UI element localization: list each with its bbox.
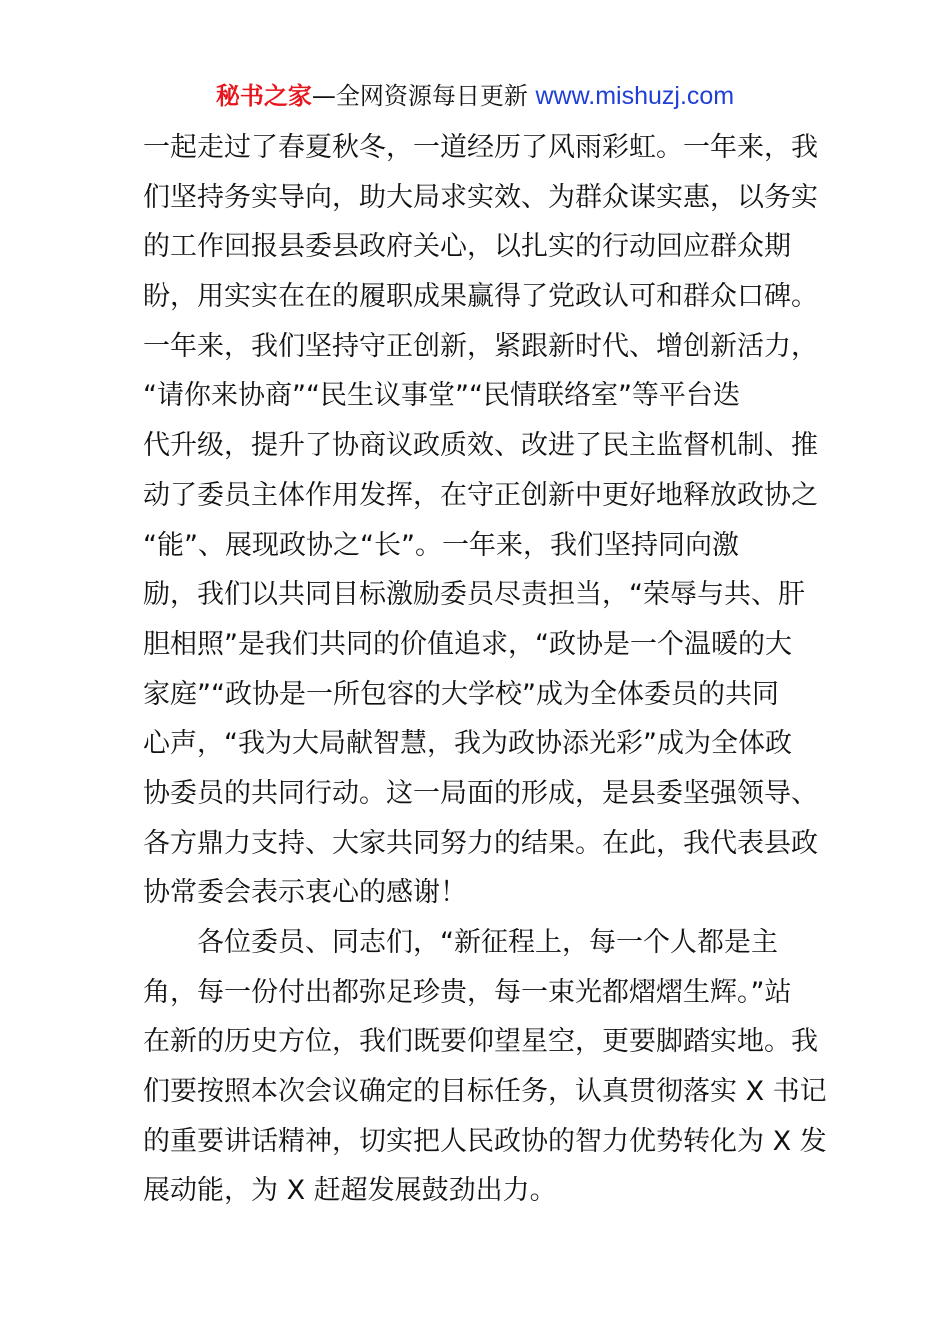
text-line: 在新的历史方位，我们既要仰望星空，更要脚踏实地。我 (143, 1026, 818, 1058)
text-line: 各位委员、同志们，“新征程上，每一个人都是主 (197, 927, 778, 958)
text-line: 展动能，为 X 赶超发展鼓劲出力。 (143, 1175, 557, 1207)
brand-name: 秘书之家 (215, 82, 312, 110)
paragraph (143, 918, 827, 1216)
text-line: 的工作回报县委县政府关心，以扎实的行动回应群众期 (143, 231, 791, 263)
document-body (143, 123, 827, 1216)
text-line: 一起走过了春夏秋冬，一道经历了风雨彩虹。一年来，我 (143, 132, 818, 163)
text-line: 的重要讲话精神，切实把人民政协的智力优势转化为 X 发 (143, 1125, 827, 1157)
text-line: “请你来协商”“民生议事堂”“民情联络室”等平台迭 (143, 380, 740, 412)
text-line: 角，每一份付出都弥足珍贵，每一束光都熠熠生辉。”站 (143, 976, 792, 1008)
text-line: 胆相照”是我们共同的价值追求，“政协是一个温暖的大 (143, 628, 792, 660)
text-line: 家庭”“政协是一所包容的大学校”成为全体委员的共同 (143, 678, 779, 710)
page-header (0, 80, 950, 112)
text-line: 一年来，我们坚持守正创新，紧跟新时代、增创新活力， (143, 330, 818, 362)
text-line: 各方鼎力支持、大家共同努力的结果。在此，我代表县政 (143, 827, 818, 859)
text-line: “能”、展现政协之“长”。一年来，我们坚持同向激 (143, 529, 739, 561)
text-line: 们坚持务实导向，助大局求实效、为群众谋实惠，以务实 (143, 181, 818, 213)
text-line: 协常委会表示衷心的感谢！ (143, 877, 467, 909)
text-line: 协委员的共同行动。这一局面的形成，是县委坚强领导、 (143, 777, 818, 809)
text-line: 盼，用实实在在的履职成果赢得了党政认可和群众口碑。 (143, 281, 818, 313)
site-link[interactable]: www.mishuzj.com (535, 82, 735, 110)
paragraph (143, 123, 818, 918)
text-line: 代升级，提升了协商议政质效、改进了民主监督机制、推 (143, 430, 818, 462)
text-line: 心声，“我为大局献智慧，我为政协添光彩”成为全体政 (143, 728, 792, 760)
text-line: 励，我们以共同目标激励委员尽责担当，“荣辱与共、肝 (143, 579, 805, 611)
text-line: 动了委员主体作用发挥，在守正创新中更好地释放政协之 (143, 479, 818, 511)
text-line: 们要按照本次会议确定的目标任务，认真贯彻落实 X 书记 (143, 1076, 827, 1108)
header-tagline: —全网资源每日更新 (311, 82, 536, 110)
